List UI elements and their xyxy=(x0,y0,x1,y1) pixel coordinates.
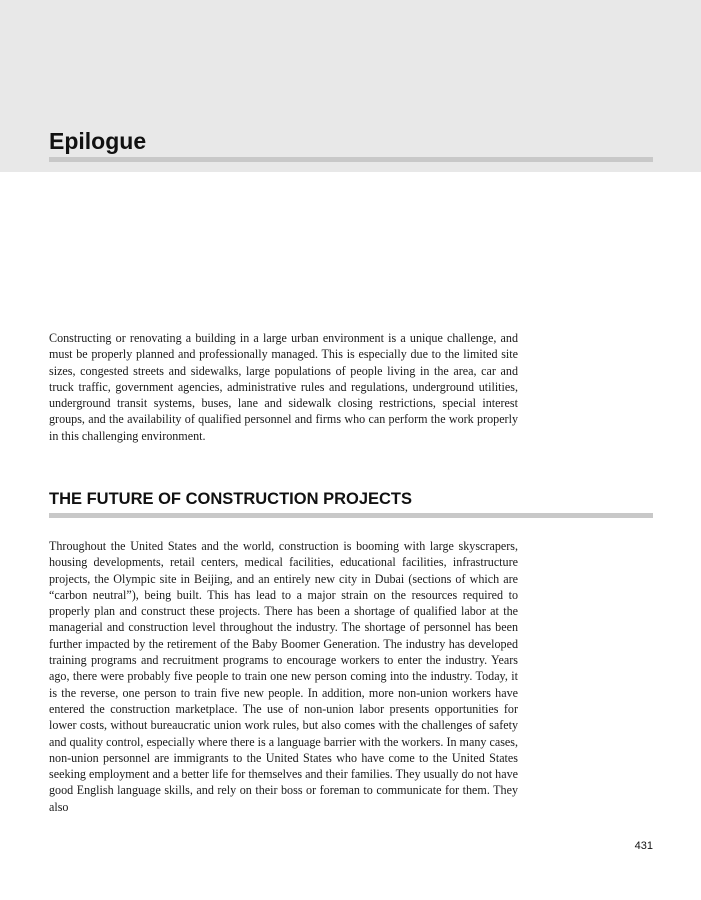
intro-paragraph: Constructing or renovating a building in a large urban environment is a unique challenge, and must be properly planned and professionally managed. This is especially due to the limited site sizes, congested streets and sidewalks, large populations of people living in the area, car and truck traffic, government agencies, administrative rules and regulations, underground utilities, underground transit systems, buses, lane and sidewalk closing restrictions, special interest groups, and the availability of qualified personnel and firms who can perform the work properly in this challenging environment. xyxy=(49,331,518,443)
page-number: 431 xyxy=(634,840,653,852)
section-heading: THE FUTURE OF CONSTRUCTION PROJECTS xyxy=(49,490,413,508)
section-heading-rule xyxy=(49,513,653,518)
chapter-title-rule xyxy=(49,157,653,162)
section-paragraph: Throughout the United States and the world, construction is booming with large skyscrapers, housing developments, retail centers, medical facilities, educational facilities, infrastructure projects, the Olympic site in Beijing, and an entirely new city in Dubai (sections of which are “carbon neutral”), being built. This has lead to a major strain on the resources required to properly plan and construct these projects. There has been a shortage of qualified labor at the managerial and construction level throughout the industry. The shortage of personnel has been further impacted by the retirement of the Baby Boomer Generation. The industry has developed training programs and recruitment programs to encourage workers to enter the industry. Years ago, there were probably five people to train one new person coming into the industry. Today, it is the reverse, one person to train five new people. In addition, more non-union workers have entered the construction marketplace. The use of non-union labor presents opportunities for lower costs, without bureaucratic union work rules, but also comes with the challenges of safety and quality control, especially where there is a language barrier with the workers. In many cases, non-union personnel are immigrants to the United States who have come to the United States seeking employment and a better life for themselves and their families. They usually do not have good English language skills, and rely on their boss or foreman to communicate for them. They also xyxy=(49,539,518,814)
chapter-title: Epilogue xyxy=(49,128,147,154)
